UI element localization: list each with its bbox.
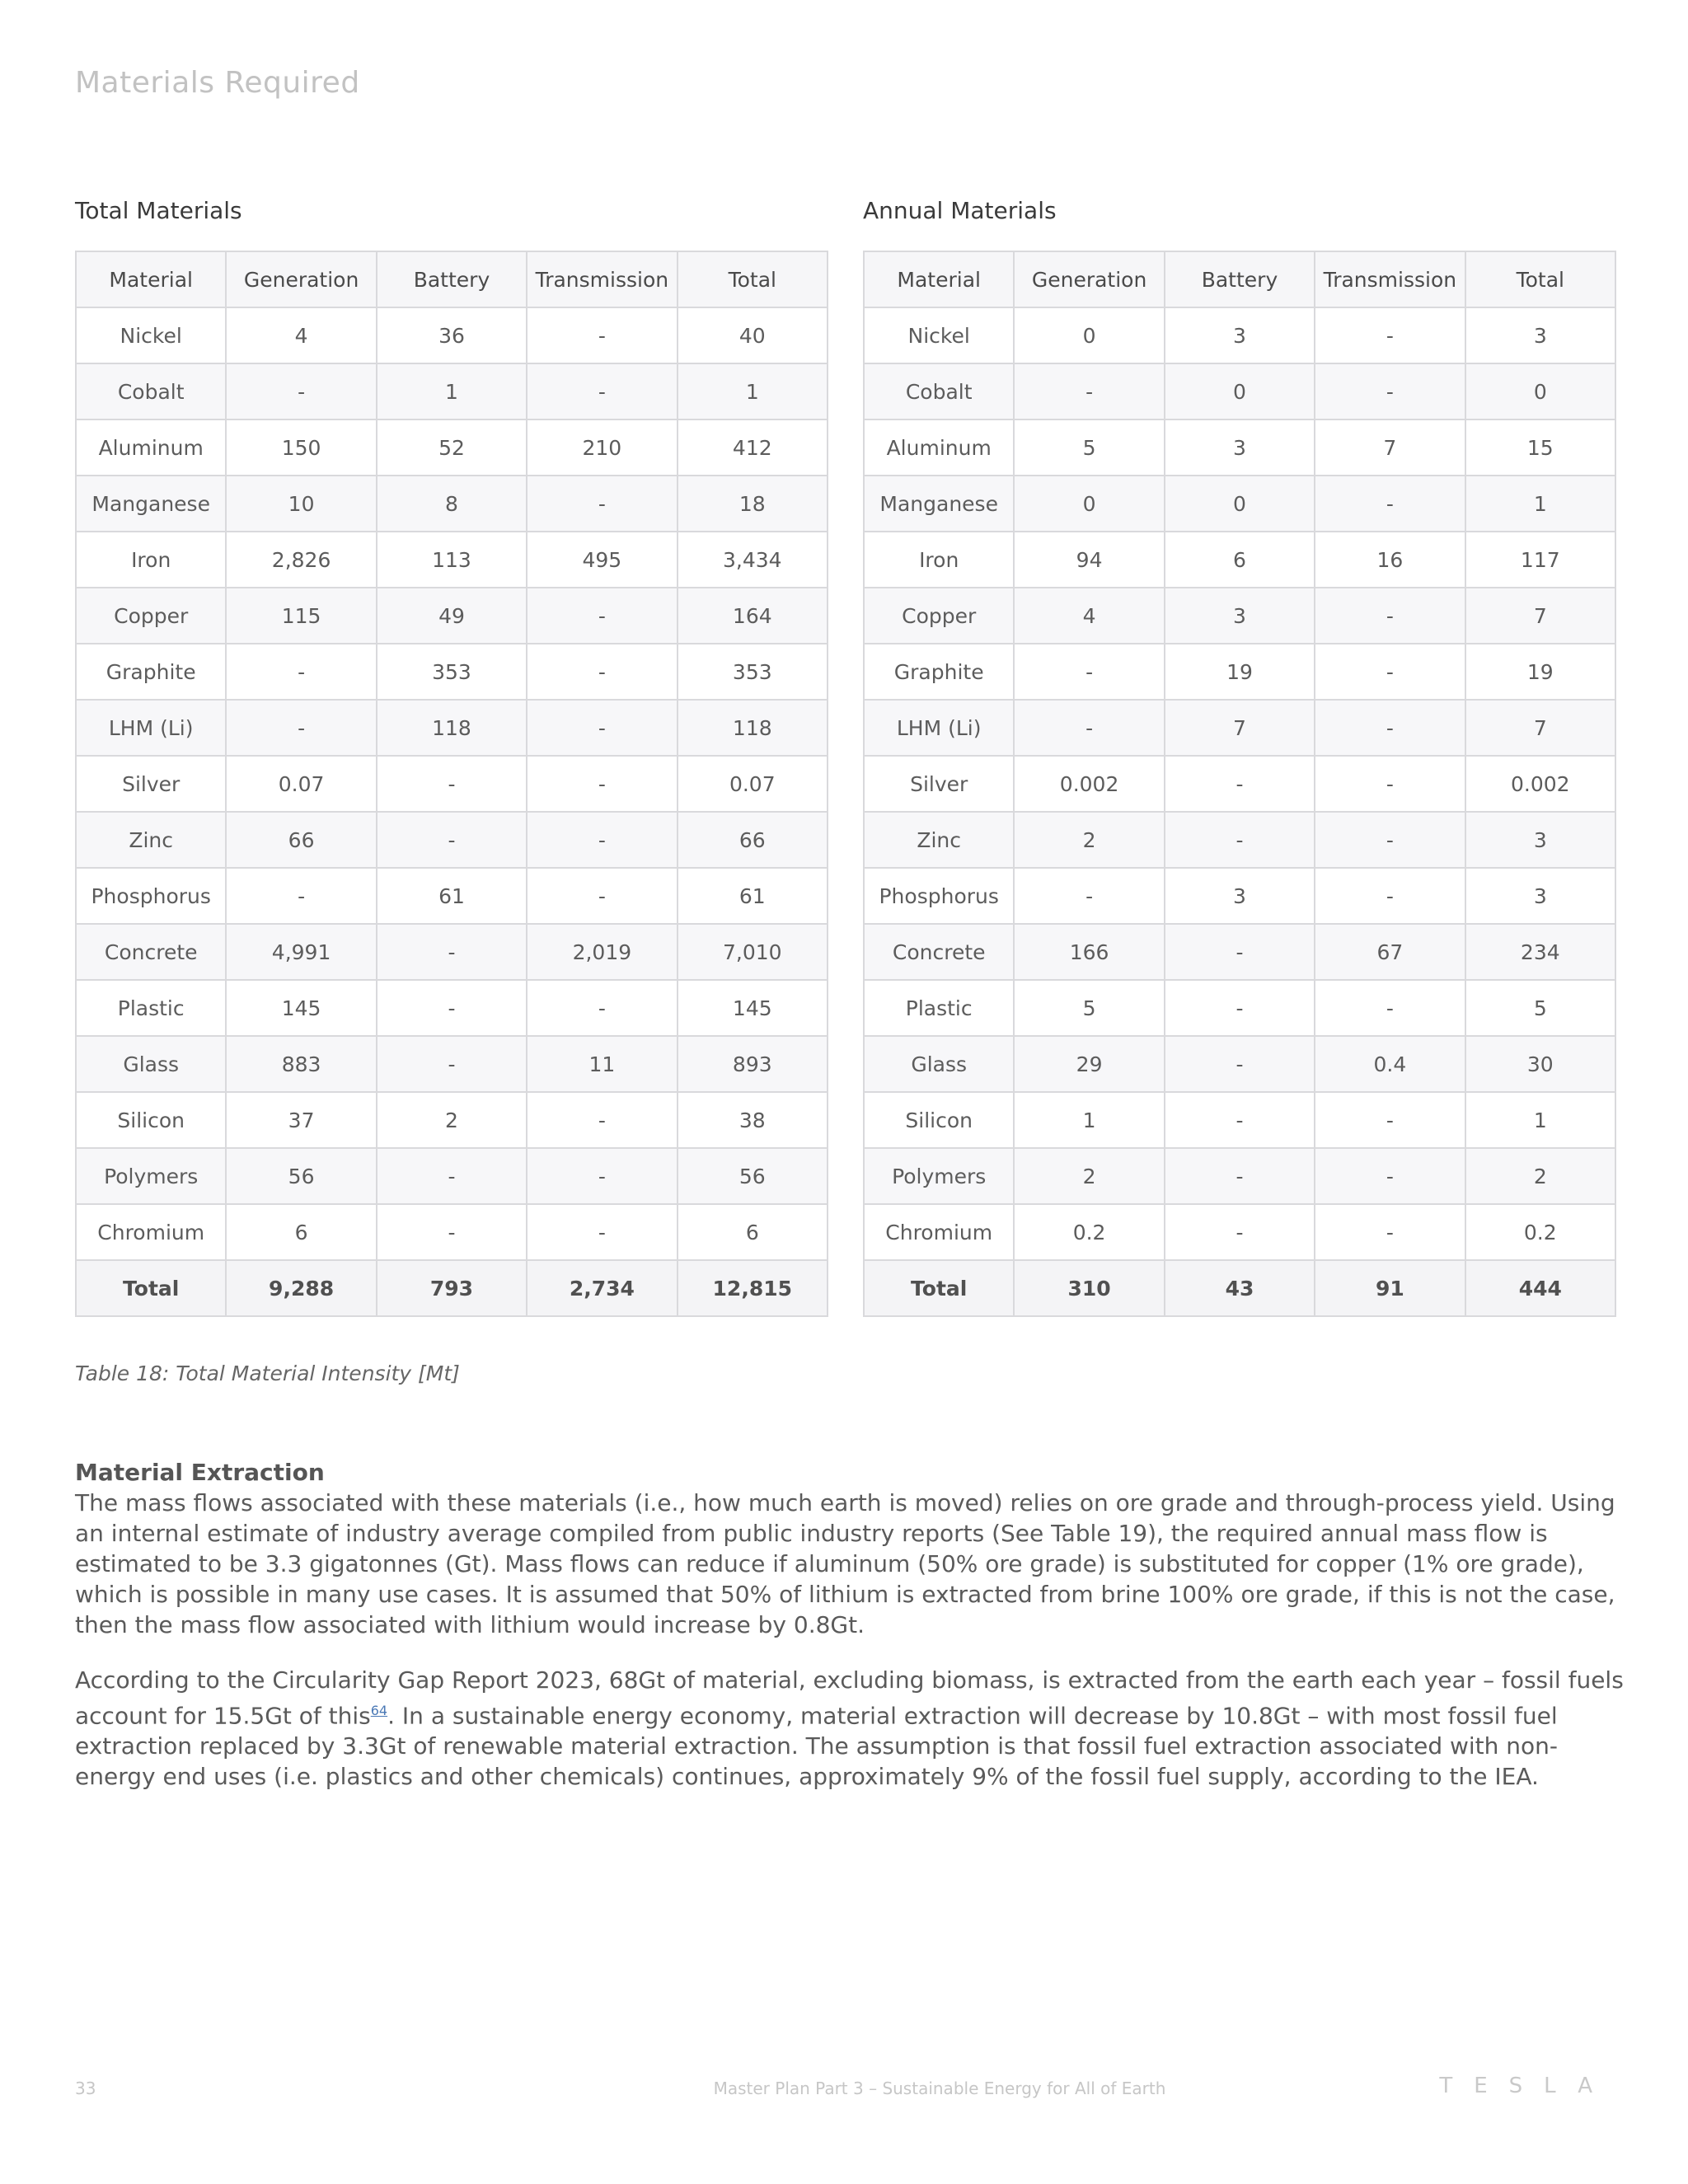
- column-header: Battery: [1165, 251, 1315, 307]
- value-cell: 210: [527, 419, 677, 476]
- value-cell: -: [377, 812, 527, 868]
- value-cell: 61: [377, 868, 527, 924]
- value-cell: 56: [678, 1148, 828, 1204]
- table-row: [864, 1092, 1615, 1148]
- value-cell: -: [226, 868, 376, 924]
- value-cell: -: [377, 1148, 527, 1204]
- value-cell: 1: [1465, 1092, 1615, 1148]
- value-cell: 30: [1465, 1036, 1615, 1092]
- total-value-cell: 2,734: [527, 1260, 677, 1316]
- value-cell: -: [1315, 1148, 1465, 1204]
- table-row: [864, 924, 1615, 980]
- value-cell: 0: [1014, 476, 1164, 532]
- value-cell: 3: [1465, 812, 1615, 868]
- material-name-cell: Graphite: [864, 644, 1014, 700]
- value-cell: 115: [226, 588, 376, 644]
- value-cell: 7: [1465, 588, 1615, 644]
- value-cell: 113: [377, 532, 527, 588]
- value-cell: 7,010: [678, 924, 828, 980]
- total-value-cell: 43: [1165, 1260, 1315, 1316]
- column-header: Battery: [377, 251, 527, 307]
- column-header: Transmission: [527, 251, 677, 307]
- material-name-cell: Chromium: [76, 1204, 226, 1260]
- table-row: [864, 307, 1615, 363]
- value-cell: -: [527, 700, 677, 756]
- value-cell: -: [527, 1092, 677, 1148]
- table-row: [864, 1204, 1615, 1260]
- footnote-link[interactable]: 64: [370, 1703, 388, 1718]
- section-heading: Material Extraction: [75, 1459, 325, 1486]
- value-cell: 3: [1465, 868, 1615, 924]
- value-cell: 3,434: [678, 532, 828, 588]
- value-cell: 1: [1014, 1092, 1164, 1148]
- value-cell: -: [1165, 980, 1315, 1036]
- material-name-cell: Glass: [864, 1036, 1014, 1092]
- value-cell: 0: [1465, 363, 1615, 419]
- column-header: Material: [864, 251, 1014, 307]
- value-cell: 1: [678, 363, 828, 419]
- table-row: [864, 363, 1615, 419]
- value-cell: -: [1014, 700, 1164, 756]
- value-cell: 8: [377, 476, 527, 532]
- value-cell: -: [527, 644, 677, 700]
- value-cell: -: [1165, 1092, 1315, 1148]
- material-name-cell: LHM (Li): [864, 700, 1014, 756]
- material-name-cell: LHM (Li): [76, 700, 226, 756]
- value-cell: -: [226, 700, 376, 756]
- material-name-cell: Nickel: [76, 307, 226, 363]
- value-cell: 0.07: [678, 756, 828, 812]
- value-cell: 7: [1465, 700, 1615, 756]
- material-name-cell: Aluminum: [864, 419, 1014, 476]
- value-cell: 38: [678, 1092, 828, 1148]
- table-row: [76, 1204, 828, 1260]
- total-value-cell: 444: [1465, 1260, 1615, 1316]
- annual-materials-block: [863, 194, 1616, 1317]
- value-cell: 3: [1165, 868, 1315, 924]
- column-header: Total: [678, 251, 828, 307]
- table-row: [76, 980, 828, 1036]
- value-cell: 166: [1014, 924, 1164, 980]
- value-cell: -: [1315, 644, 1465, 700]
- material-name-cell: Cobalt: [76, 363, 226, 419]
- total-value-cell: 12,815: [678, 1260, 828, 1316]
- total-label-cell: Total: [864, 1260, 1014, 1316]
- value-cell: -: [527, 363, 677, 419]
- value-cell: -: [377, 924, 527, 980]
- value-cell: 4: [226, 307, 376, 363]
- value-cell: 883: [226, 1036, 376, 1092]
- table-row: [864, 812, 1615, 868]
- table-row: [76, 1036, 828, 1092]
- value-cell: 3: [1165, 588, 1315, 644]
- table-row: [864, 532, 1615, 588]
- table-row: [864, 756, 1615, 812]
- table-row: [76, 700, 828, 756]
- value-cell: 1: [377, 363, 527, 419]
- value-cell: 19: [1465, 644, 1615, 700]
- value-cell: 1: [1465, 476, 1615, 532]
- tesla-logo: TESLA: [1439, 2074, 1614, 2098]
- value-cell: -: [1014, 868, 1164, 924]
- table-row: [76, 812, 828, 868]
- value-cell: 5: [1014, 980, 1164, 1036]
- table-row: [864, 1148, 1615, 1204]
- value-cell: -: [527, 756, 677, 812]
- value-cell: -: [527, 980, 677, 1036]
- value-cell: 2,019: [527, 924, 677, 980]
- value-cell: -: [1165, 812, 1315, 868]
- page-number: 33: [75, 2079, 96, 2098]
- value-cell: 3: [1165, 307, 1315, 363]
- paragraph-1: The mass flows associated with these materials (i.e., how much earth is moved) relies on ore grade and through-process yield. Using an internal estimate of industry average compiled from public industry reports (See Table 19), the required annual mass flow is estimated to be 3.3 gigatonnes (Gt). Mass flows can reduce if aluminum (50% ore grade) is substituted for copper (1% ore grade), which is possible in many use cases. It is assumed that 50% of lithium is extracted from brine 100% ore grade, if this is not the case, then the mass flow associated with lithium would increase by 0.8Gt.: [75, 1489, 1615, 1638]
- value-cell: 66: [678, 812, 828, 868]
- value-cell: 66: [226, 812, 376, 868]
- value-cell: 10: [226, 476, 376, 532]
- value-cell: 6: [226, 1204, 376, 1260]
- value-cell: 495: [527, 532, 677, 588]
- value-cell: 5: [1465, 980, 1615, 1036]
- value-cell: -: [1315, 1092, 1465, 1148]
- material-name-cell: Silver: [864, 756, 1014, 812]
- value-cell: -: [1315, 756, 1465, 812]
- material-name-cell: Concrete: [864, 924, 1014, 980]
- material-name-cell: Zinc: [76, 812, 226, 868]
- value-cell: 19: [1165, 644, 1315, 700]
- value-cell: 0: [1014, 307, 1164, 363]
- material-name-cell: Manganese: [76, 476, 226, 532]
- total-materials-table: [75, 251, 828, 1317]
- paragraph-2: [75, 1665, 1625, 1792]
- material-name-cell: Graphite: [76, 644, 226, 700]
- value-cell: 16: [1315, 532, 1465, 588]
- header-row: [76, 251, 828, 307]
- value-cell: 7: [1165, 700, 1315, 756]
- value-cell: 0.002: [1014, 756, 1164, 812]
- value-cell: -: [1014, 363, 1164, 419]
- material-name-cell: Plastic: [864, 980, 1014, 1036]
- value-cell: -: [377, 1204, 527, 1260]
- value-cell: 67: [1315, 924, 1465, 980]
- value-cell: -: [226, 644, 376, 700]
- value-cell: 2: [1014, 1148, 1164, 1204]
- value-cell: -: [1014, 644, 1164, 700]
- value-cell: -: [377, 756, 527, 812]
- table-row: [76, 532, 828, 588]
- value-cell: 118: [377, 700, 527, 756]
- table-caption: Table 18: Total Material Intensity [Mt]: [75, 1361, 460, 1385]
- value-cell: -: [1315, 700, 1465, 756]
- table-row: [864, 588, 1615, 644]
- value-cell: 118: [678, 700, 828, 756]
- table-row: [76, 924, 828, 980]
- material-name-cell: Concrete: [76, 924, 226, 980]
- value-cell: -: [1165, 756, 1315, 812]
- table-row: [864, 419, 1615, 476]
- total-value-cell: 793: [377, 1260, 527, 1316]
- value-cell: -: [527, 868, 677, 924]
- table-row: [76, 756, 828, 812]
- total-row: [864, 1260, 1615, 1316]
- material-name-cell: Polymers: [76, 1148, 226, 1204]
- value-cell: 49: [377, 588, 527, 644]
- value-cell: 2: [1014, 812, 1164, 868]
- value-cell: -: [1315, 812, 1465, 868]
- value-cell: 7: [1315, 419, 1465, 476]
- total-value-cell: 9,288: [226, 1260, 376, 1316]
- value-cell: 29: [1014, 1036, 1164, 1092]
- table-row: [864, 868, 1615, 924]
- value-cell: 37: [226, 1092, 376, 1148]
- material-name-cell: Polymers: [864, 1148, 1014, 1204]
- value-cell: 353: [678, 644, 828, 700]
- material-name-cell: Copper: [864, 588, 1014, 644]
- value-cell: 2,826: [226, 532, 376, 588]
- table-row: [76, 419, 828, 476]
- value-cell: 145: [678, 980, 828, 1036]
- value-cell: -: [1165, 1204, 1315, 1260]
- table-row: [76, 868, 828, 924]
- footer-title: Master Plan Part 3 – Sustainable Energy for All of Earth: [713, 2079, 1166, 2098]
- total-row: [76, 1260, 828, 1316]
- value-cell: 3: [1465, 307, 1615, 363]
- material-name-cell: Iron: [76, 532, 226, 588]
- total-materials-block: [75, 194, 828, 1317]
- value-cell: 4,991: [226, 924, 376, 980]
- value-cell: -: [226, 363, 376, 419]
- value-cell: 2: [377, 1092, 527, 1148]
- table-row: [76, 1092, 828, 1148]
- material-name-cell: Silicon: [76, 1092, 226, 1148]
- value-cell: 11: [527, 1036, 677, 1092]
- value-cell: 18: [678, 476, 828, 532]
- value-cell: -: [527, 307, 677, 363]
- material-name-cell: Phosphorus: [76, 868, 226, 924]
- value-cell: -: [1315, 476, 1465, 532]
- value-cell: 6: [1165, 532, 1315, 588]
- value-cell: -: [377, 980, 527, 1036]
- value-cell: -: [1165, 924, 1315, 980]
- value-cell: -: [1165, 1148, 1315, 1204]
- value-cell: 2: [1465, 1148, 1615, 1204]
- page-header: Materials Required: [75, 66, 360, 100]
- column-header: Transmission: [1315, 251, 1465, 307]
- value-cell: -: [527, 1204, 677, 1260]
- value-cell: 0.4: [1315, 1036, 1465, 1092]
- value-cell: -: [527, 588, 677, 644]
- table-row: [76, 644, 828, 700]
- value-cell: 3: [1165, 419, 1315, 476]
- column-header: Generation: [1014, 251, 1164, 307]
- value-cell: -: [1315, 980, 1465, 1036]
- value-cell: 0.2: [1014, 1204, 1164, 1260]
- value-cell: 0: [1165, 363, 1315, 419]
- table-row: [76, 476, 828, 532]
- table-row: [864, 644, 1615, 700]
- value-cell: 164: [678, 588, 828, 644]
- value-cell: 5: [1014, 419, 1164, 476]
- value-cell: 412: [678, 419, 828, 476]
- table-row: [864, 980, 1615, 1036]
- value-cell: -: [377, 1036, 527, 1092]
- value-cell: -: [1315, 588, 1465, 644]
- value-cell: 150: [226, 419, 376, 476]
- column-header: Total: [1465, 251, 1615, 307]
- value-cell: 0.002: [1465, 756, 1615, 812]
- material-name-cell: Chromium: [864, 1204, 1014, 1260]
- column-header: Material: [76, 251, 226, 307]
- header-row: [864, 251, 1615, 307]
- table-row: [76, 363, 828, 419]
- material-name-cell: Copper: [76, 588, 226, 644]
- value-cell: 6: [678, 1204, 828, 1260]
- value-cell: -: [1315, 1204, 1465, 1260]
- material-name-cell: Plastic: [76, 980, 226, 1036]
- value-cell: -: [1315, 307, 1465, 363]
- annual-materials-title: Annual Materials: [863, 197, 1057, 224]
- material-name-cell: Phosphorus: [864, 868, 1014, 924]
- value-cell: 40: [678, 307, 828, 363]
- table-row: [864, 476, 1615, 532]
- material-name-cell: Aluminum: [76, 419, 226, 476]
- paragraph-2-part-a: According to the Circularity Gap Report 2023, 68Gt of material, excluding biomass, is extracted from the earth each year – fossil fuels account for 15.5Gt of this: [75, 1666, 1624, 1730]
- annual-materials-table: [863, 251, 1616, 1317]
- value-cell: 0.2: [1465, 1204, 1615, 1260]
- value-cell: 61: [678, 868, 828, 924]
- table-row: [76, 307, 828, 363]
- table-row: [76, 1148, 828, 1204]
- material-name-cell: Glass: [76, 1036, 226, 1092]
- material-name-cell: Nickel: [864, 307, 1014, 363]
- table-row: [864, 700, 1615, 756]
- value-cell: 52: [377, 419, 527, 476]
- total-label-cell: Total: [76, 1260, 226, 1316]
- value-cell: -: [527, 1148, 677, 1204]
- value-cell: -: [1165, 1036, 1315, 1092]
- value-cell: 36: [377, 307, 527, 363]
- value-cell: 0: [1165, 476, 1315, 532]
- value-cell: -: [527, 476, 677, 532]
- column-header: Generation: [226, 251, 376, 307]
- value-cell: 893: [678, 1036, 828, 1092]
- value-cell: 353: [377, 644, 527, 700]
- total-materials-title: Total Materials: [75, 197, 242, 224]
- table-row: [864, 1036, 1615, 1092]
- material-name-cell: Zinc: [864, 812, 1014, 868]
- total-value-cell: 91: [1315, 1260, 1465, 1316]
- material-name-cell: Silver: [76, 756, 226, 812]
- value-cell: 234: [1465, 924, 1615, 980]
- value-cell: 56: [226, 1148, 376, 1204]
- material-extraction-section: [75, 1457, 1625, 1816]
- value-cell: 94: [1014, 532, 1164, 588]
- table-row: [76, 588, 828, 644]
- value-cell: 4: [1014, 588, 1164, 644]
- value-cell: -: [1315, 363, 1465, 419]
- material-name-cell: Silicon: [864, 1092, 1014, 1148]
- value-cell: -: [527, 812, 677, 868]
- value-cell: 15: [1465, 419, 1615, 476]
- material-name-cell: Manganese: [864, 476, 1014, 532]
- total-value-cell: 310: [1014, 1260, 1164, 1316]
- material-name-cell: Iron: [864, 532, 1014, 588]
- material-name-cell: Cobalt: [864, 363, 1014, 419]
- value-cell: 117: [1465, 532, 1615, 588]
- value-cell: 0.07: [226, 756, 376, 812]
- value-cell: -: [1315, 868, 1465, 924]
- paragraph-2-part-b: . In a sustainable energy economy, material extraction will decrease by 10.8Gt – with most fossil fuel extraction replaced by 3.3Gt of renewable material extraction. The assumption is that fossil fuel extraction associated with non-energy end uses (i.e. plastics and other chemicals) continues, approximately 9% of the fossil fuel supply, according to the IEA.: [75, 1702, 1559, 1791]
- value-cell: 145: [226, 980, 376, 1036]
